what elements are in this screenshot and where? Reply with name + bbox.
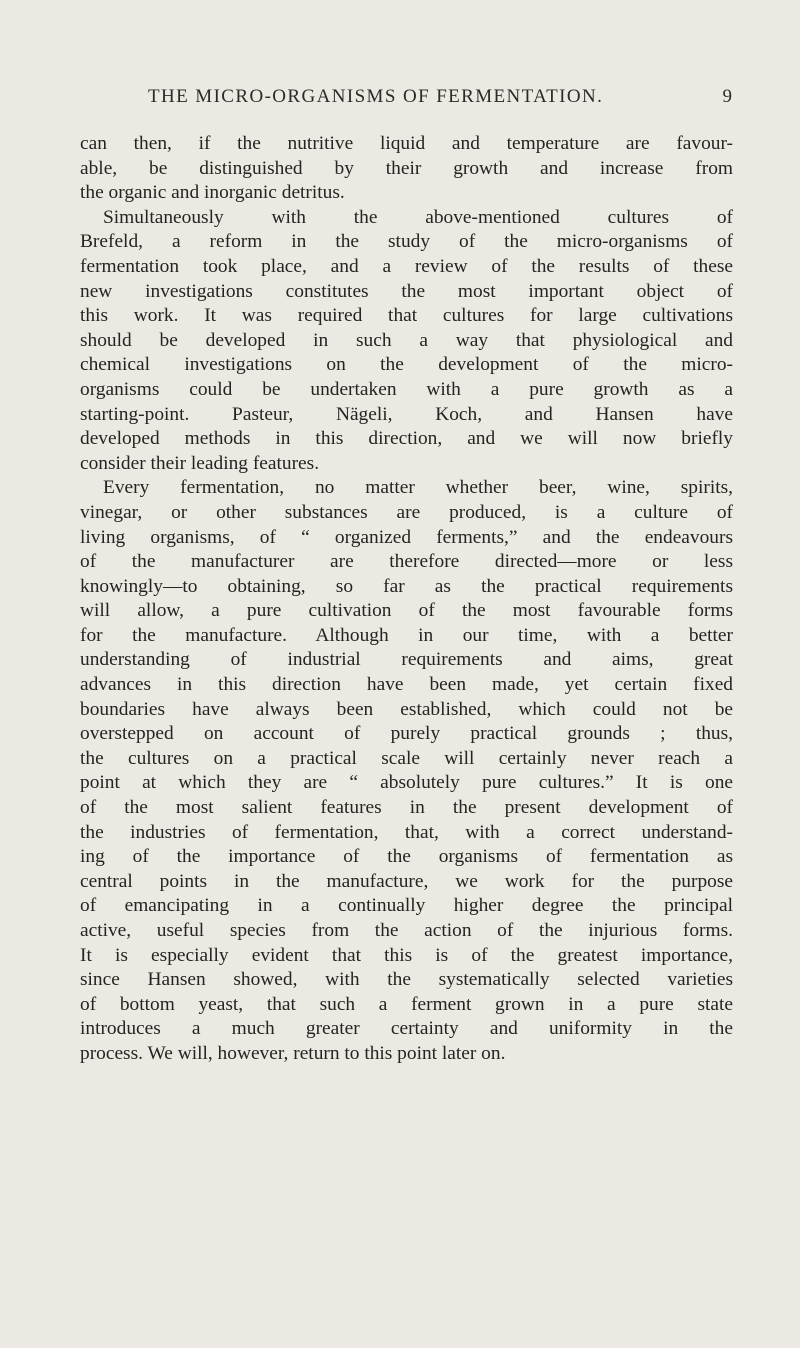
text-line: fermentation took place, and a review of the results of these [80, 255, 733, 277]
text-line: boundaries have always been established, which could not be [80, 698, 733, 720]
text-line: point at which they are “ absolutely pure cultures.” It is one [80, 772, 733, 794]
text-line: ing of the importance of the organisms of fermentation as [80, 846, 733, 868]
text-line: can then, if the nutritive liquid and temperature are favour- [80, 133, 733, 154]
text-line: introduces a much greater certainty and uniformity in the [80, 1018, 733, 1040]
running-title: THE MICRO-ORGANISMS OF FERMENTATION. [148, 86, 604, 107]
text-line: consider their leading features. [80, 452, 320, 474]
page-number: 9 [722, 86, 732, 107]
text-line: chemical investigations on the development of the micro- [80, 354, 733, 376]
text-line: central points in the manufacture, we work for the purpose [80, 870, 733, 892]
text-line: the cultures on a practical scale will certainly never reach a [80, 747, 733, 769]
paragraph-start-line: Simultaneously with the above-mentioned cultures of [103, 206, 733, 228]
text-line: starting-point. Pasteur, Nägeli, Koch, and Hansen have [80, 403, 733, 425]
text-line: It is especially evident that this is of the greatest importance, [80, 944, 733, 966]
text-line: able, be distinguished by their growth and increase from [80, 157, 733, 179]
text-line: living organisms, of “ organized ferments,” and the endeavours [80, 526, 733, 548]
text-line: overstepped on account of purely practical grounds ; thus, [80, 723, 733, 745]
text-line: this work. It was required that cultures for large cultivations [80, 305, 733, 327]
text-line: new investigations constitutes the most important object of [80, 280, 733, 302]
text-line: understanding of industrial requirements and aims, great [80, 649, 733, 671]
text-line: organisms could be undertaken with a pure growth as a [80, 378, 733, 400]
text-line: since Hansen showed, with the systematically selected varieties [80, 969, 733, 991]
text-line: vinegar, or other substances are produced, is a culture of [80, 501, 733, 523]
text-line: of the manufacturer are therefore directed—more or less [80, 551, 733, 573]
text-line: the organic and inorganic detritus. [80, 182, 345, 204]
paragraph-start-line: Every fermentation, no matter whether beer, wine, spirits, [103, 477, 733, 499]
text-line: active, useful species from the action of the injurious forms. [80, 920, 733, 941]
text-line: of bottom yeast, that such a ferment grown in a pure state [80, 993, 733, 1015]
body-text [80, 132, 733, 1067]
text-line: knowingly—to obtaining, so far as the practical requirements [80, 575, 733, 597]
text-line: the industries of fermentation, that, with a correct understand- [80, 821, 733, 843]
text-line: of emancipating in a continually higher degree the principal [80, 895, 733, 917]
page-header [80, 86, 732, 116]
text-line: should be developed in such a way that physiological and [80, 329, 733, 351]
text-line: advances in this direction have been made, yet certain fixed [80, 674, 733, 696]
text-line: will allow, a pure cultivation of the most favourable forms [80, 600, 733, 622]
text-line: developed methods in this direction, and we will now briefly [80, 428, 733, 450]
text-line: Brefeld, a reform in the study of the micro-organisms of [80, 231, 733, 253]
text-line: for the manufacture. Although in our time, with a better [80, 624, 733, 646]
text-line: of the most salient features in the present development of [80, 797, 733, 819]
text-line: process. We will, however, return to this point later on. [80, 1042, 506, 1064]
